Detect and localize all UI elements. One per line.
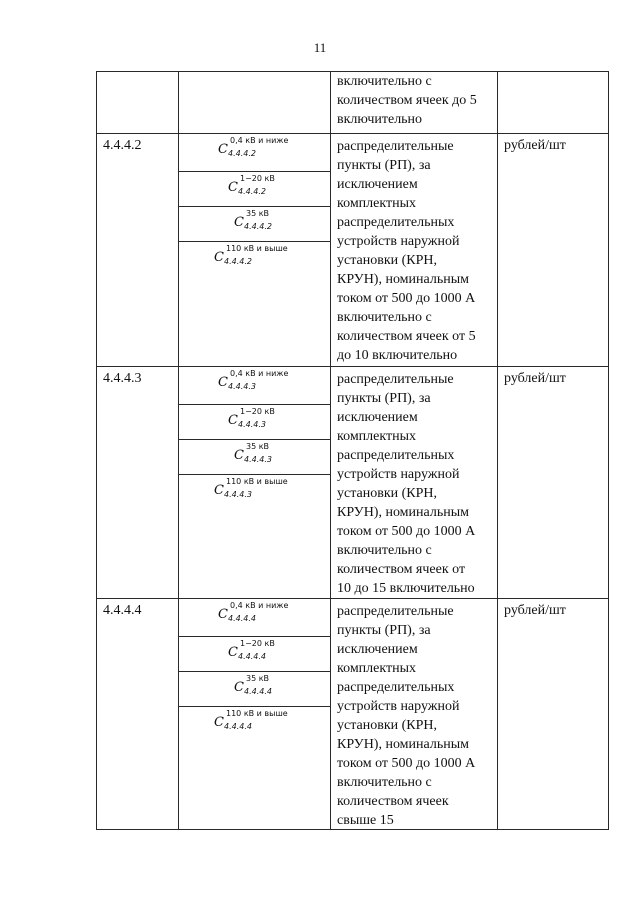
row-description: распределительные пункты (РП), за исключением комплектных распределительных устройств наружной установки (КРН, КРУН), номинальным током от 500 до 1000 А включительно с количеством ячеек от 10 до 15 включительно — [337, 372, 476, 596]
rate-voltage: 35 кВ — [246, 209, 270, 218]
rate-symbol — [218, 369, 289, 391]
rate-letter: C — [234, 215, 244, 230]
rate-index: 4.4.4.2 — [228, 149, 256, 158]
rate-voltage: 110 кВ и выше — [226, 709, 288, 718]
page-number: 11 — [313, 40, 327, 55]
rate-letter: C — [218, 142, 228, 157]
rate-divider — [178, 636, 330, 637]
rate-voltage: 110 кВ и выше — [226, 244, 288, 253]
rate-index: 4.4.4.3 — [244, 455, 272, 464]
rate-letter: C — [218, 375, 228, 390]
rate-symbol — [214, 709, 288, 731]
row-divider — [96, 133, 608, 134]
rate-symbol — [234, 209, 272, 231]
rate-symbol — [214, 244, 288, 266]
column-divider — [178, 71, 179, 830]
rate-index: 4.4.4.3 — [228, 382, 256, 391]
rate-voltage: 1−20 кВ — [240, 639, 275, 648]
rate-index: 4.4.4.2 — [244, 222, 272, 231]
rate-divider — [178, 706, 330, 707]
rate-letter: C — [228, 180, 238, 195]
rate-letter: C — [218, 607, 228, 622]
column-divider — [608, 71, 609, 830]
row-code: 4.4.4.3 — [103, 371, 142, 386]
rate-voltage: 1−20 кВ — [240, 174, 275, 183]
row-description: распределительные пункты (РП), за исключением комплектных распределительных устройств наружной установки (КРН, КРУН), номинальным током от 500 до 1000 А включительно с количеством ячеек от 5 до 10 включительно — [337, 139, 476, 363]
rate-index: 4.4.4.2 — [224, 257, 252, 266]
rate-voltage: 0,4 кВ и ниже — [230, 369, 289, 378]
rate-letter: C — [228, 645, 238, 660]
rate-voltage: 35 кВ — [246, 674, 270, 683]
rate-symbol — [218, 601, 289, 623]
rate-divider — [178, 206, 330, 207]
row-code: 4.4.4.4 — [103, 603, 142, 618]
row-code: 4.4.4.2 — [103, 138, 142, 153]
rate-voltage: 35 кВ — [246, 442, 270, 451]
rate-index: 4.4.4.4 — [238, 652, 266, 661]
rate-voltage: 0,4 кВ и ниже — [230, 136, 289, 145]
rate-letter: C — [214, 483, 224, 498]
column-divider — [96, 71, 97, 830]
rate-index: 4.4.4.4 — [244, 687, 272, 696]
column-divider — [330, 71, 331, 830]
rate-divider — [178, 241, 330, 242]
column-divider — [497, 71, 498, 830]
rate-index: 4.4.4.4 — [228, 614, 256, 623]
rate-symbol — [228, 407, 275, 429]
rate-letter: C — [234, 680, 244, 695]
rate-divider — [178, 404, 330, 405]
rate-index: 4.4.4.3 — [224, 490, 252, 499]
rate-divider — [178, 474, 330, 475]
rate-divider — [178, 671, 330, 672]
row-unit: рублей/шт — [504, 371, 566, 386]
row-unit: рублей/шт — [504, 603, 566, 618]
rate-letter: C — [214, 715, 224, 730]
rate-voltage: 0,4 кВ и ниже — [230, 601, 289, 610]
row-description: распределительные пункты (РП), за исключением комплектных распределительных устройств наружной установки (КРН, КРУН), номинальным током от 500 до 1000 А включительно с количеством ячеек свыше 15 — [337, 604, 476, 828]
rate-symbol — [228, 639, 275, 661]
rate-voltage: 1−20 кВ — [240, 407, 275, 416]
rate-symbol — [218, 136, 289, 158]
top-row-description: включительно с количеством ячеек до 5 включительно — [337, 74, 477, 127]
row-unit: рублей/шт — [504, 138, 566, 153]
rate-symbol — [228, 174, 275, 196]
rate-divider — [178, 439, 330, 440]
rate-letter: C — [234, 448, 244, 463]
rate-symbol — [214, 477, 288, 499]
row-divider — [96, 366, 608, 367]
rate-letter: C — [214, 250, 224, 265]
rate-divider — [178, 171, 330, 172]
rate-symbol — [234, 442, 272, 464]
rate-index: 4.4.4.3 — [238, 420, 266, 429]
rate-letter: C — [228, 413, 238, 428]
rate-symbol — [234, 674, 272, 696]
rate-index: 4.4.4.4 — [224, 722, 252, 731]
row-divider — [96, 598, 608, 599]
rate-voltage: 110 кВ и выше — [226, 477, 288, 486]
rate-index: 4.4.4.2 — [238, 187, 266, 196]
